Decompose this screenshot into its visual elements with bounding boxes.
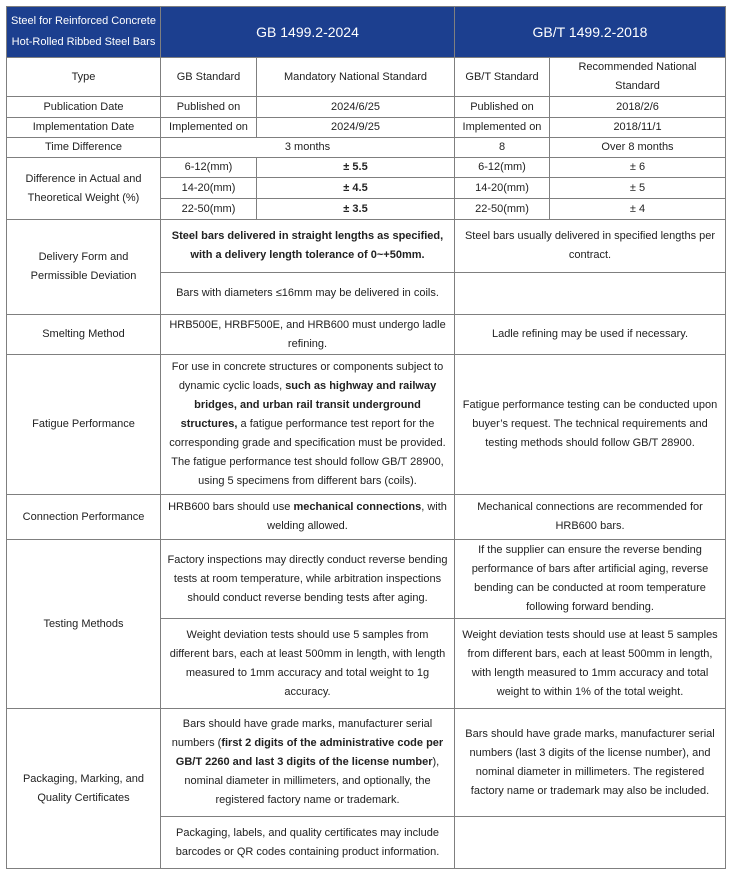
cell: Bars with diameters ≤16mm may be delivered in coils. xyxy=(161,273,455,315)
cell: ± 4.5 xyxy=(257,178,455,199)
cell: Fatigue performance testing can be conducted upon buyer’s request. The technical requirements and testing methods should follow GB/T 28900. xyxy=(455,355,726,495)
cell: GB Standard xyxy=(161,58,257,97)
cell: 14-20(mm) xyxy=(455,178,550,199)
cell: ± 6 xyxy=(550,158,726,178)
cell: Weight deviation tests should use 5 samples from different bars, each at least 500mm in length, with length measured to 1mm accuracy and total weight to 1g accuracy. xyxy=(161,619,455,709)
cell: Implemented on xyxy=(455,118,550,138)
cell: 22-50(mm) xyxy=(455,199,550,220)
connection-row xyxy=(7,495,726,540)
row-label: Connection Performance xyxy=(7,495,161,540)
cell: If the supplier can ensure the reverse bending performance of bars after artificial aging, reverse bending can be conducted at room temperature following forward bending. xyxy=(455,540,726,619)
product-name-header: Steel for Reinforced Concrete Hot-Rolled Ribbed Steel Bars xyxy=(7,7,161,58)
cell: GB/T Standard xyxy=(455,58,550,97)
cell: Factory inspections may directly conduct reverse bending tests at room temperature, while arbitration inspections should conduct reverse bending tests after aging. xyxy=(161,540,455,619)
cell: Mechanical connections are recommended for HRB600 bars. xyxy=(455,495,726,540)
cell: 14-20(mm) xyxy=(161,178,257,199)
cell: 2024/9/25 xyxy=(257,118,455,138)
cell: Recommended National Standard xyxy=(550,58,726,97)
row-label: Type xyxy=(7,58,161,97)
cell: Steel bars delivered in straight lengths as specified, with a delivery length tolerance of 0~+50mm. xyxy=(161,220,455,273)
cell: Packaging, labels, and quality certificates may include barcodes or QR codes containing product information. xyxy=(161,817,455,869)
cell: 2018/11/1 xyxy=(550,118,726,138)
publication-row xyxy=(7,97,726,118)
cell: 6-12(mm) xyxy=(161,158,257,178)
cell: Ladle refining may be used if necessary. xyxy=(455,315,726,355)
row-label: Smelting Method xyxy=(7,315,161,355)
time-difference-row xyxy=(7,138,726,158)
cell: ± 4 xyxy=(550,199,726,220)
row-label: Delivery Form and Permissible Deviation xyxy=(7,220,161,315)
row-label: Packaging, Marking, and Quality Certificates xyxy=(7,709,161,869)
cell: Steel bars usually delivered in specified lengths per contract. xyxy=(455,220,726,273)
cell: ± 3.5 xyxy=(257,199,455,220)
cell: HRB600 bars should use mechanical connections, with welding allowed. xyxy=(161,495,455,540)
row-label: Difference in Actual and Theoretical Weight (%) xyxy=(7,158,161,220)
packaging-row xyxy=(7,709,726,817)
testing-row xyxy=(7,540,726,619)
cell: Implemented on xyxy=(161,118,257,138)
cell: 2018/2/6 xyxy=(550,97,726,118)
cell: Weight deviation tests should use at least 5 samples from different bars, each at least 500mm in length, with length measured to 1mm accuracy and total weight to within 1% of the total weight. xyxy=(455,619,726,709)
cell: ± 5 xyxy=(550,178,726,199)
cell: Mandatory National Standard xyxy=(257,58,455,97)
row-label: Fatigue Performance xyxy=(7,355,161,495)
row-label: Testing Methods xyxy=(7,540,161,709)
smelting-row xyxy=(7,315,726,355)
cell: 3 months xyxy=(161,138,455,158)
cell xyxy=(455,273,726,315)
delivery-row xyxy=(7,220,726,273)
new-standard-header: GB 1499.2-2024 xyxy=(161,7,455,58)
cell: Published on xyxy=(455,97,550,118)
row-label: Implementation Date xyxy=(7,118,161,138)
cell: 8 xyxy=(455,138,550,158)
cell: Bars should have grade marks, manufacturer serial numbers (last 3 digits of the license number), and nominal diameter in millimeters. The registered factory name or trademark may also be included. xyxy=(455,709,726,817)
cell: Published on xyxy=(161,97,257,118)
cell: Bars should have grade marks, manufacturer serial numbers (first 2 digits of the administrative code per GB/T 2260 and last 3 digits of the license number), nominal diameter in millimeters, and optionally, the registered factory name or trademark. xyxy=(161,709,455,817)
old-standard-header: GB/T 1499.2-2018 xyxy=(455,7,726,58)
fatigue-row xyxy=(7,355,726,495)
header-row xyxy=(7,7,726,58)
cell: HRB500E, HRBF500E, and HRB600 must undergo ladle refining. xyxy=(161,315,455,355)
standards-comparison-table xyxy=(6,6,726,869)
cell: Over 8 months xyxy=(550,138,726,158)
row-label: Publication Date xyxy=(7,97,161,118)
cell: ± 5.5 xyxy=(257,158,455,178)
cell: For use in concrete structures or components subject to dynamic cyclic loads, such as highway and railway bridges, and urban rail transit underground structures, a fatigue performance test report for the corresponding grade and specification must be provided. The fatigue performance test should follow GB/T 28900, using 5 specimens from different bars (coils). xyxy=(161,355,455,495)
type-row xyxy=(7,58,726,97)
cell: 2024/6/25 xyxy=(257,97,455,118)
weight-row xyxy=(7,158,726,178)
cell: 6-12(mm) xyxy=(455,158,550,178)
cell xyxy=(455,817,726,869)
cell: 22-50(mm) xyxy=(161,199,257,220)
row-label: Time Difference xyxy=(7,138,161,158)
implementation-row xyxy=(7,118,726,138)
